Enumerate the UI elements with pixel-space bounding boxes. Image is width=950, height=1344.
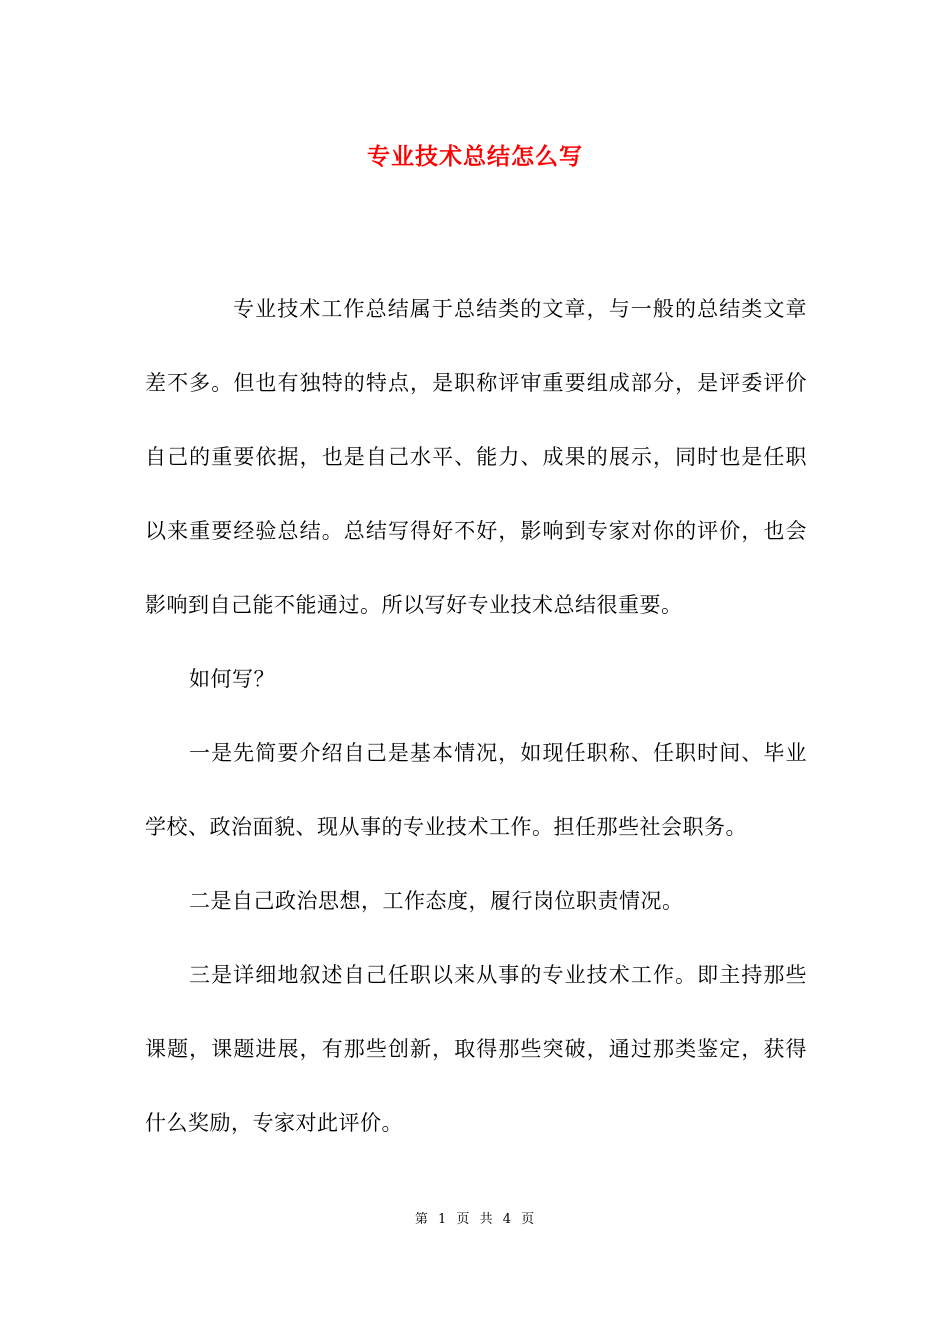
paragraph-intro: 专业技术工作总结属于总结类的文章，与一般的总结类文章差不多。但也有独特的特点，是职称评审重要组成部分，是评委评价自己的重要依据，也是自己水平、能力、成果的展示，同时也是任职以来重要经验总结。总结写得好不好，影响到专家对你的评价，也会影响到自己能不能通过。所以写好专业技术总结很重要。 (145, 297, 807, 617)
footer-page-word: 页 (456, 1212, 471, 1227)
document-body (145, 272, 807, 1160)
footer-current-page: 1 (437, 1212, 448, 1227)
paragraph-how-to-write: 如何写？ (189, 667, 275, 691)
paragraph-point-one: 一是先简要介绍自己是基本情况，如现任职称、任职时间、毕业学校、政治面貌、现从事的专业技术工作。担任那些社会职务。 (145, 741, 807, 839)
footer-prefix: 第 (414, 1212, 429, 1227)
page-footer (0, 1208, 950, 1227)
footer-total-suffix: 页 (521, 1212, 536, 1227)
document-title: 专业技术总结怎么写 (367, 143, 583, 170)
footer-total-pages: 4 (502, 1212, 512, 1227)
paragraph-point-three: 三是详细地叙述自己任职以来从事的专业技术工作。即主持那些课题，课题进展，有那些创新，取得那些突破，通过那类鉴定，获得什么奖励，专家对此评价。 (145, 963, 807, 1135)
footer-total-prefix: 共 (479, 1212, 494, 1227)
paragraph-point-two: 二是自己政治思想，工作态度，履行岗位职责情况。 (189, 889, 684, 913)
